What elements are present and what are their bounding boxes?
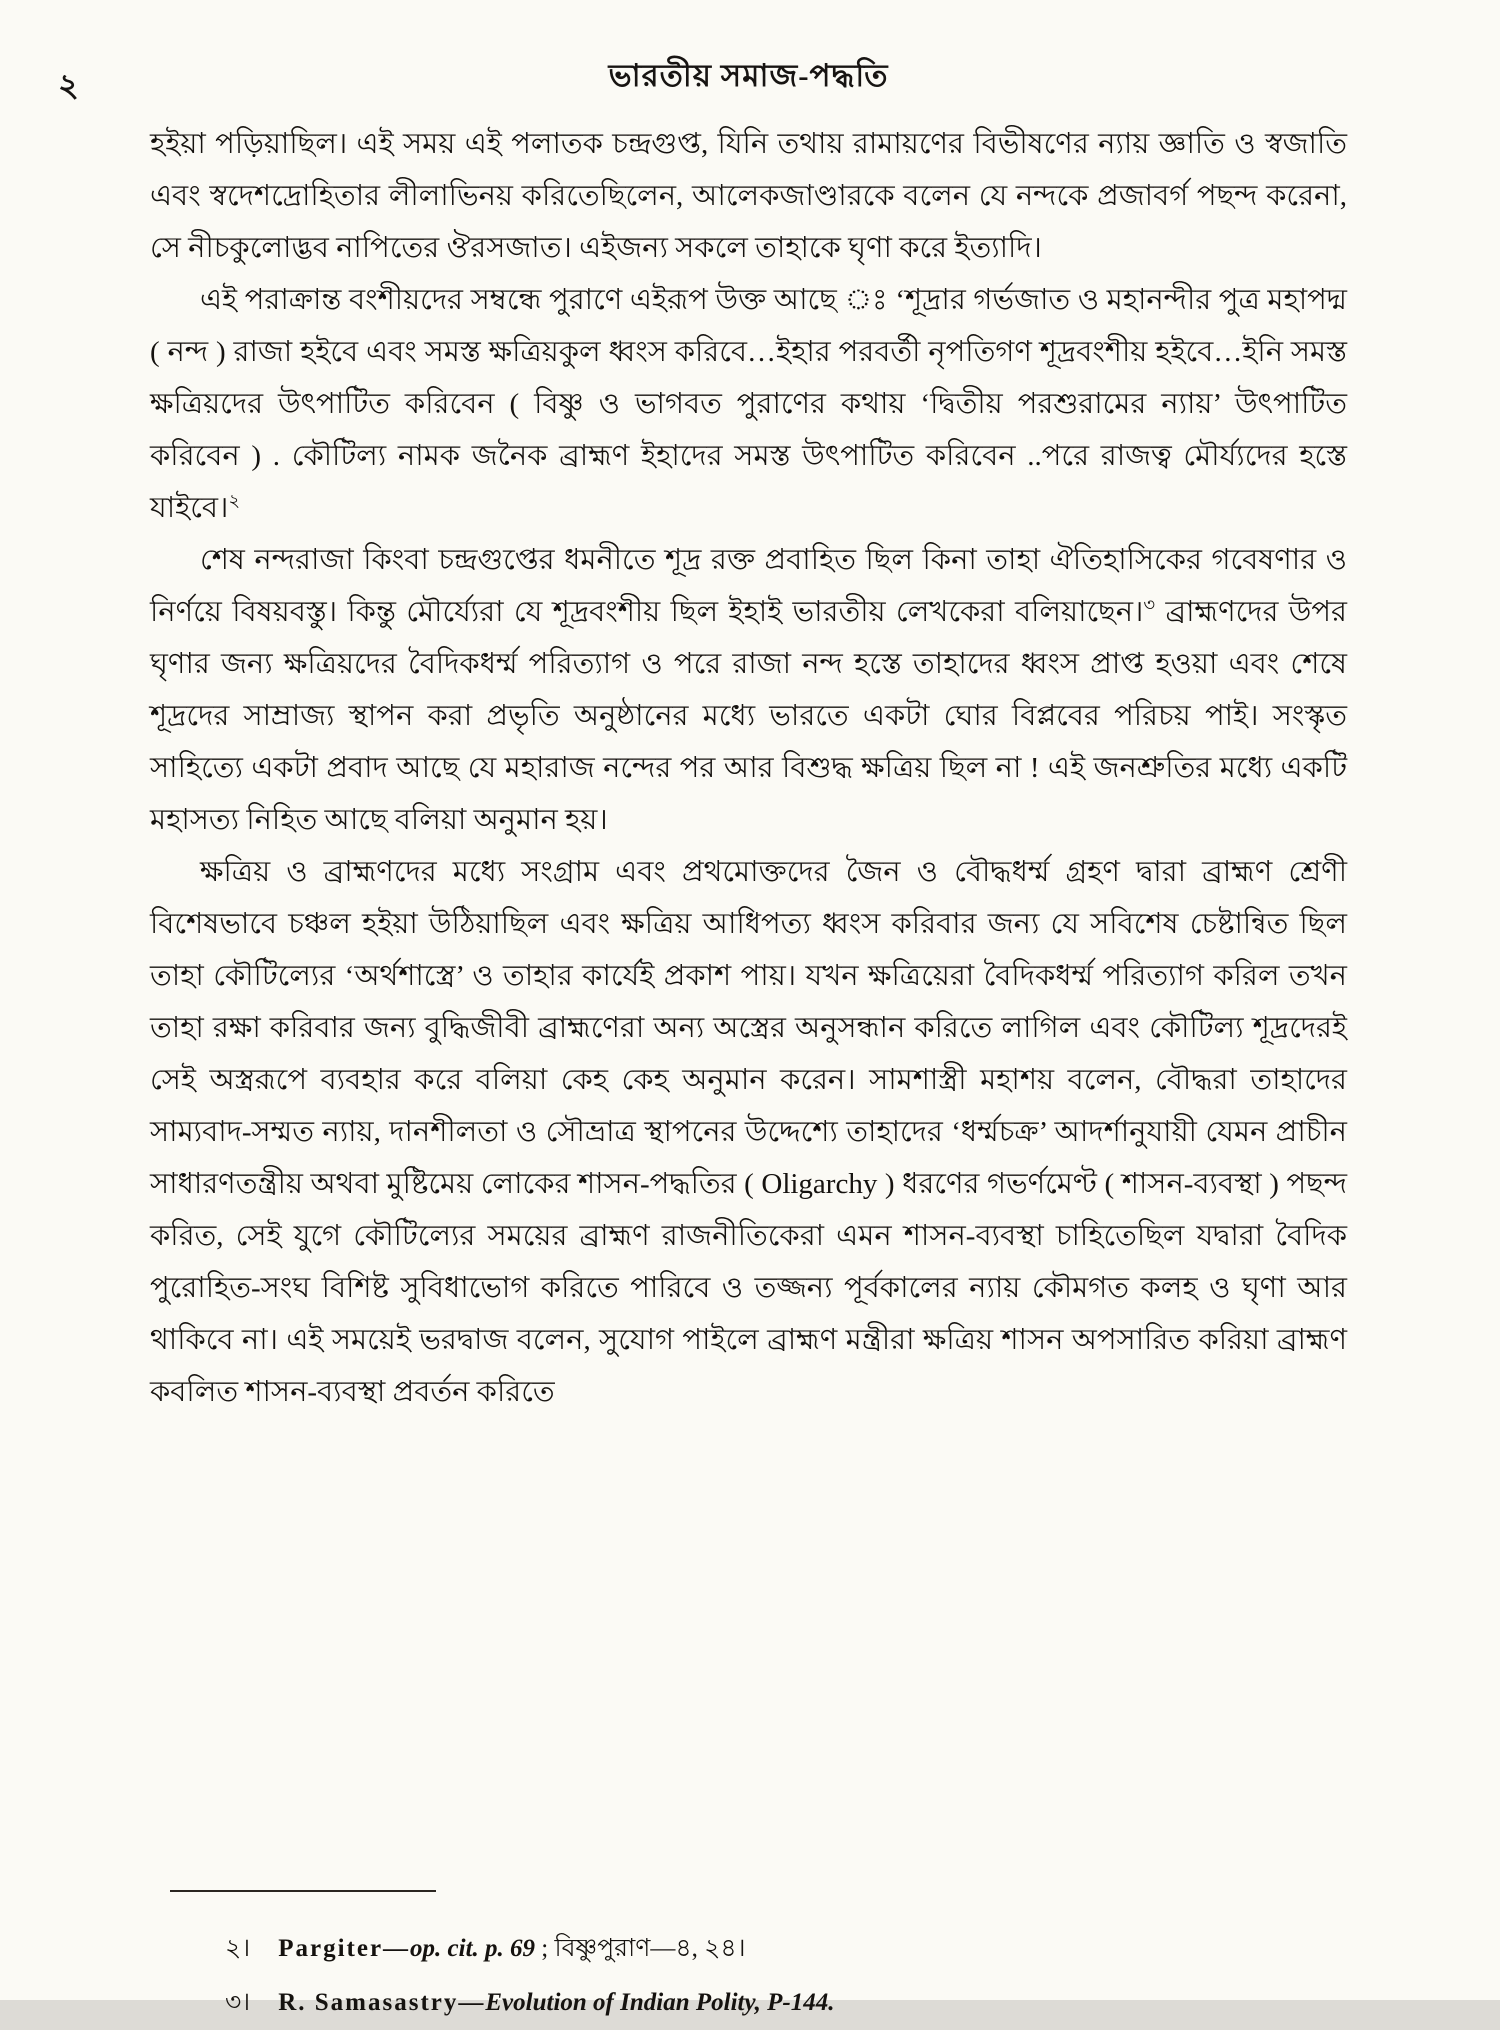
page-header xyxy=(58,52,1347,103)
page-title: ভারতীয় সমাজ-পদ্ধতি xyxy=(608,58,889,93)
page-number: ২ xyxy=(58,67,79,103)
footnote-author: Pargiter— xyxy=(278,1935,411,1962)
paragraph-text: এই পরাক্রান্ত বংশীয়দের সম্বন্ধে পুরাণে এইরূপ উক্ত আছে ঃ ‘শূদ্রার গর্ভজাত ও মহানন্দীর পুত্র মহাপদ্ম ( নন্দ ) রাজা হইবে এবং সমস্ত ক্ষত্রিয়কুল ধ্বংস করিবে…ইহার পরবর্তী নৃপতিগণ শূদ্রবংশীয় হইবে…ইনি সমস্ত ক্ষত্রিয়দের উৎপাটিত করিবেন ( বিষ্ণু ও ভাগবত পুরাণের কথায় ‘দ্বিতীয় পরশুরামের ন্যায়’ উৎপাটিত করিবেন ) . কৌটিল্য নামক জনৈক ব্রাহ্মণ ইহাদের সমস্ত উৎপাটিত করিবেন ..পরে রাজত্ব মৌর্য্যদের হস্তে যাইবে। xyxy=(150,284,1347,524)
paragraph-text: ব্রাহ্মণদের উপর ঘৃণার জন্য ক্ষত্রিয়দের বৈদিকধর্ম্ম পরিত্যাগ ও পরে রাজা নন্দ হস্তে তাহাদের ধ্বংস প্রাপ্ত হওয়া এবং শেষে শূদ্রদের সাম্রাজ্য স্থাপন করা প্রভৃতি অনুষ্ঠানের মধ্যে ভারতে একটা ঘোর বিপ্লবের পরিচয় পাই। সংস্কৃত সাহিত্যে একটা প্রবাদ আছে যে মহারাজ নন্দের পর আর বিশুদ্ধ ক্ষত্রিয় ছিল না ! এই জনশ্রুতির মধ্যে একটি মহাসত্য নিহিত আছে বলিয়া অনুমান হয়। xyxy=(150,596,1347,836)
paragraph-text: হইয়া পড়িয়াছিল। এই সময় এই পলাতক চন্দ্রগুপ্ত, যিনি তথায় রামায়ণের বিভীষণের ন্যায় জ্ঞাতি ও স্বজাতি এবং স্বদেশদ্রোহিতার লীলাভিনয় করিতেছিলেন, আলেকজাণ্ডারকে বলেন যে নন্দকে প্রজাবর্গ পছন্দ করেনা, সে নীচকুলোদ্ভব নাপিতের ঔরসজাত। এইজন্য সকলে তাহাকে ঘৃণা করে ইত্যাদি। xyxy=(150,128,1347,264)
footnote-tail: ; বিষ্ণুপুরাণ—৪, ২৪। xyxy=(535,1935,746,1962)
body-paragraph xyxy=(150,118,1347,274)
footnote-marker: ২। xyxy=(225,1935,251,1962)
footnote-item xyxy=(225,1976,1345,2030)
body-paragraph xyxy=(150,534,1347,846)
paragraph-text: ক্ষত্রিয় ও ব্রাহ্মণদের মধ্যে সংগ্রাম এবং প্রথমোক্তদের জৈন ও বৌদ্ধধর্ম্ম গ্রহণ দ্বারা ব্রাহ্মণ শ্রেণী বিশেষভাবে চঞ্চল হইয়া উঠিয়াছিল এবং ক্ষত্রিয় আধিপত্য ধ্বংস করিবার জন্য যে সবিশেষ চেষ্টান্বিত ছিল তাহা কৌটিল্যের ‘অর্থশাস্ত্রে’ ও তাহার কার্যেই প্রকাশ পায়। যখন ক্ষত্রিয়েরা বৈদিকধর্ম্ম পরিত্যাগ করিল তখন তাহা রক্ষা করিবার জন্য বুদ্ধিজীবী ব্রাহ্মণেরা অন্য অস্ত্রের অনুসন্ধান করিতে লাগিল এবং কৌটিল্য শূদ্রদেরই সেই অস্ত্ররূপে ব্যবহার করে বলিয়া কেহ কেহ অনুমান করেন। সামশাস্ত্রী মহাশয় বলেন, বৌদ্ধরা তাহাদের সাম্যবাদ-সম্মত ন্যায়, দানশীলতা ও সৌভ্রাত্র স্থাপনের উদ্দেশ্যে তাহাদের ‘ধর্ম্মচক্র’ আদর্শানুযায়ী যেমন প্রাচীন সাধারণতন্ত্রীয় অথবা মুষ্টিমেয় লোকের শাসন-পদ্ধতির ( Oligarchy ) ধরণের গভর্ণমেণ্ট ( শাসন-ব্যবস্থা ) পছন্দ করিত, সেই যুগে কৌটিল্যের সময়ের ব্রাহ্মণ রাজনীতিকেরা এমন শাসন-ব্যবস্থা চাহিতেছিল যদ্বারা বৈদিক পুরোহিত-সংঘ বিশিষ্ট সুবিধাভোগ করিতে পারিবে ও তজ্জন্য পূর্বকালের ন্যায় কৌমগত কলহ ও ঘৃণা আর থাকিবে না। এই সময়েই ভরদ্বাজ বলেন, সুযোগ পাইলে ব্রাহ্মণ মন্ত্রীরা ক্ষত্রিয় শাসন অপসারিত করিয়া ব্রাহ্মণ কবলিত শাসন-ব্যবস্থা প্রবর্তন করিতে xyxy=(150,856,1347,1408)
paragraph-text: শেষ নন্দরাজা কিংবা চন্দ্রগুপ্তের ধমনীতে শূদ্র রক্ত প্রবাহিত ছিল কিনা তাহা ঐতিহাসিকের গবেষণার ও নির্ণয়ে বিষয়বস্তু। কিন্তু মৌর্য্যেরা যে শূদ্রবংশীয় ছিল ইহাই ভারতীয় লেখকেরা বলিয়াছেন। xyxy=(150,544,1347,628)
footnote-separator xyxy=(170,1890,436,1892)
footnote-work-title: op. cit. p. 69 xyxy=(410,1935,536,1962)
footnotes-section xyxy=(225,1922,1345,2030)
footnote-marker: ৩। xyxy=(225,1989,251,2016)
footnote-item xyxy=(225,1922,1345,1976)
body-paragraph xyxy=(150,846,1347,1418)
body-paragraph xyxy=(150,274,1347,534)
footnote-reference: ২ xyxy=(228,490,241,511)
footnote-author: R. Samasastry— xyxy=(278,1989,486,2016)
footnote-reference: ৩ xyxy=(1143,594,1156,615)
footnote-work-title: Evolution of Indian Polity, P-144. xyxy=(485,1989,835,2016)
body-text xyxy=(150,118,1347,1418)
